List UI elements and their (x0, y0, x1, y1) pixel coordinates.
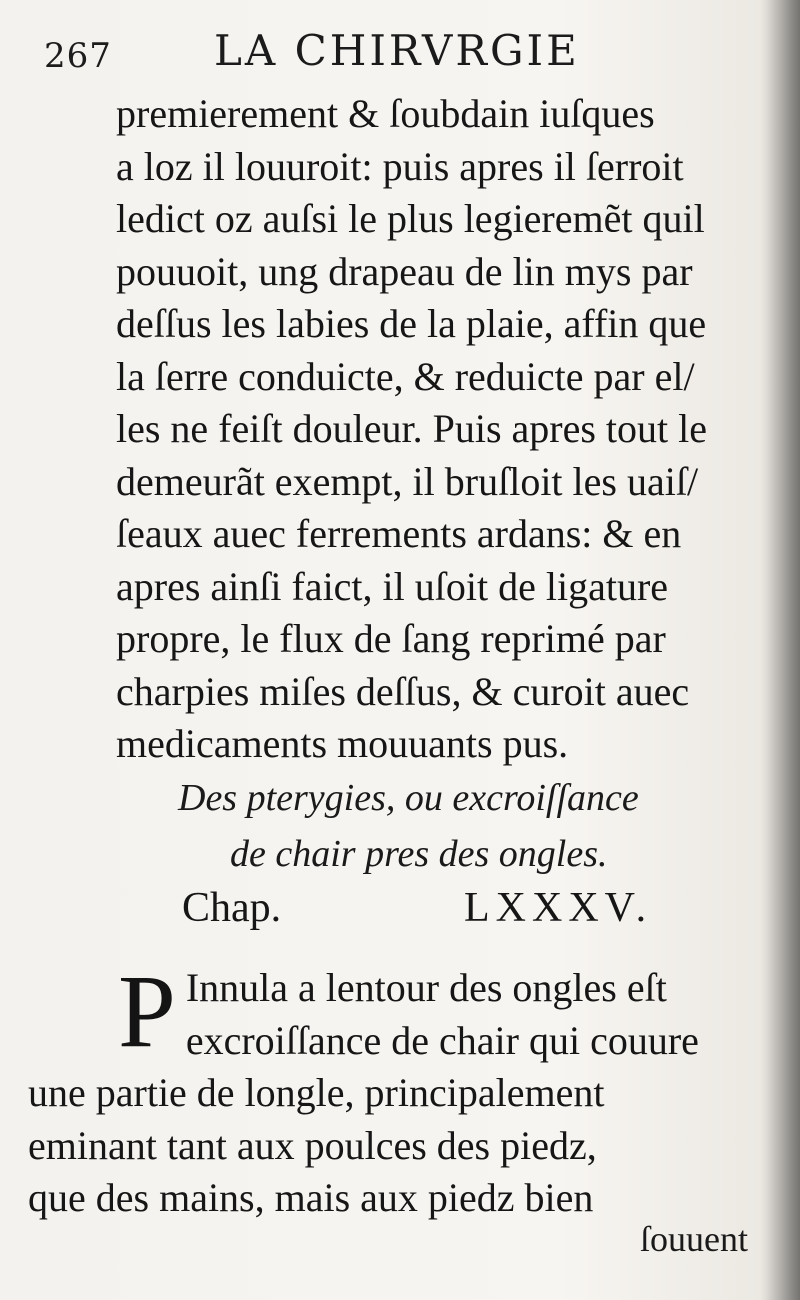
catchword: ſouuent (640, 1219, 748, 1259)
text-line: propre, le flux de ſang reprimé par (116, 616, 666, 661)
text-line: une partie de longle, principalement (28, 1070, 605, 1115)
text-line: deſſus les labies de la plaie, affin que (116, 301, 707, 346)
text-line: demeurãt exempt, il bruſloit les uaiſ/ (116, 458, 699, 504)
text-line: a loz il louuroit: puis apres il ſerroit (116, 143, 684, 189)
page-edge-shadow (766, 0, 800, 1300)
text-line: les ne feiſt douleur. Puis apres tout le (116, 406, 707, 451)
text-line: premierement & ſoubdain iuſques (116, 91, 655, 136)
text-line: charpies miſes deſſus, & curoit auec (116, 668, 690, 714)
text-line: excroiſſance de chair qui couure (185, 1017, 699, 1063)
text-line: eminant tant aux poulces des piedz, (28, 1122, 597, 1168)
chapter-paragraph (28, 954, 768, 1225)
running-head: LA CHIRVRGIE (214, 26, 580, 75)
chapter-number: LXXXV. (464, 885, 653, 931)
text-line: medicaments mouuants pus. (116, 721, 569, 766)
text-line: ſeaux auec ferrements ardans: & en (116, 511, 682, 556)
heading-line: Des pterygies, ou excroiſſance (178, 777, 639, 819)
text-line: que des mains, mais aux piedz bien (28, 1175, 594, 1220)
heading-line: de chair pres des ongles. (230, 833, 608, 875)
body-paragraph (116, 88, 766, 771)
text-line: pouuoit, ung drapeau de lin mys par (116, 248, 693, 294)
chapter-word: Chap. (182, 885, 282, 931)
drop-cap: P (118, 954, 176, 1069)
text-line: la ſerre conduicte, & reduicte par el/ (116, 353, 695, 399)
text-line: apres ainſi faict, il uſoit de ligature (116, 563, 669, 609)
text-line: ledict oz auſsi le plus legieremẽt quil (116, 196, 705, 241)
section-heading (178, 770, 738, 882)
page-number: 267 (44, 36, 112, 76)
chapter-label (182, 884, 722, 932)
text-line: Innula a lentour des ongles eſt (185, 965, 667, 1010)
page-header (44, 26, 744, 76)
